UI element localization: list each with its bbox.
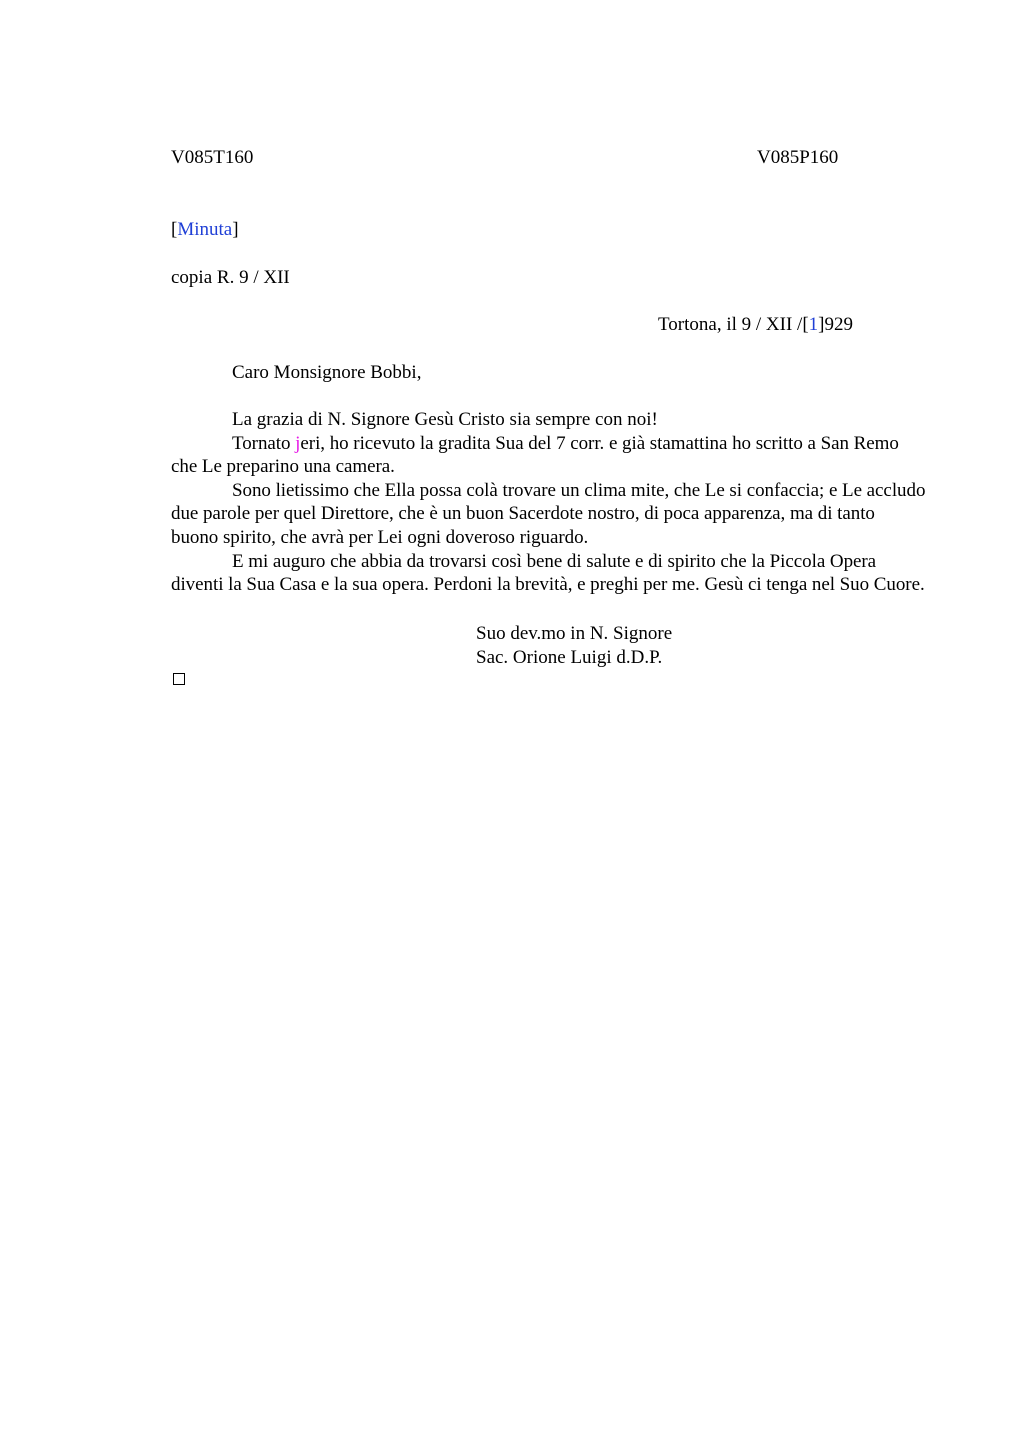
dateline (658, 313, 853, 337)
empty-square-icon (173, 673, 185, 685)
draft-label-close-bracket: ] (232, 219, 239, 240)
dateline-open-bracket: [ (802, 314, 809, 335)
signature-block (476, 622, 672, 670)
dateline-inserted-digit: 1 (808, 314, 819, 335)
signature: Sac. Orione Luigi d.D.P. (476, 647, 663, 668)
highlighted-letter: j (295, 432, 301, 454)
dateline-suffix: 929 (824, 314, 853, 335)
paragraph-reply-start: Tornato (232, 432, 296, 454)
header-left-code: V085T160 (171, 147, 254, 168)
dateline-close-bracket: ] (818, 314, 825, 335)
paragraph-reply (171, 432, 926, 479)
paragraph-reply-rest: eri, ho ricevuto la gradita Sua del 7 corr. e già stamattina ho scritto a San Remo che Le preparino una camera. (171, 432, 899, 478)
draft-label (171, 218, 239, 242)
draft-label-text: Minuta (177, 219, 233, 240)
paragraph-greeting: La grazia di N. Signore Gesù Cristo sia sempre con noi! (232, 409, 658, 430)
salutation: Caro Monsignore Bobbi, (232, 362, 422, 383)
paragraph-climate: Sono lietissimo che Ella possa colà trovare un clima mite, che Le si confaccia; e Le accludo due parole per quel Direttore, che è un buon Sacerdote nostro, di poca apparenza, ma di tanto buono spirito, che avrà per Lei ogni doveroso riguardo. (171, 479, 926, 548)
copy-note: copia R. 9 / XII (171, 267, 290, 288)
letter-body (171, 408, 926, 597)
dateline-prefix: Tortona, il 9 / XII / (658, 314, 803, 335)
closing-formula: Suo dev.mo in N. Signore (476, 623, 673, 644)
header-right-code: V085P160 (757, 147, 839, 168)
draft-label-open-bracket: [ (171, 219, 178, 240)
paragraph-wishes: E mi auguro che abbia da trovarsi così bene di salute e di spirito che la Piccola Opera diventi la Sua Casa e la sua opera. Perdoni la brevità, e preghi per me. Gesù ci tenga nel Suo Cuore. (171, 550, 925, 596)
